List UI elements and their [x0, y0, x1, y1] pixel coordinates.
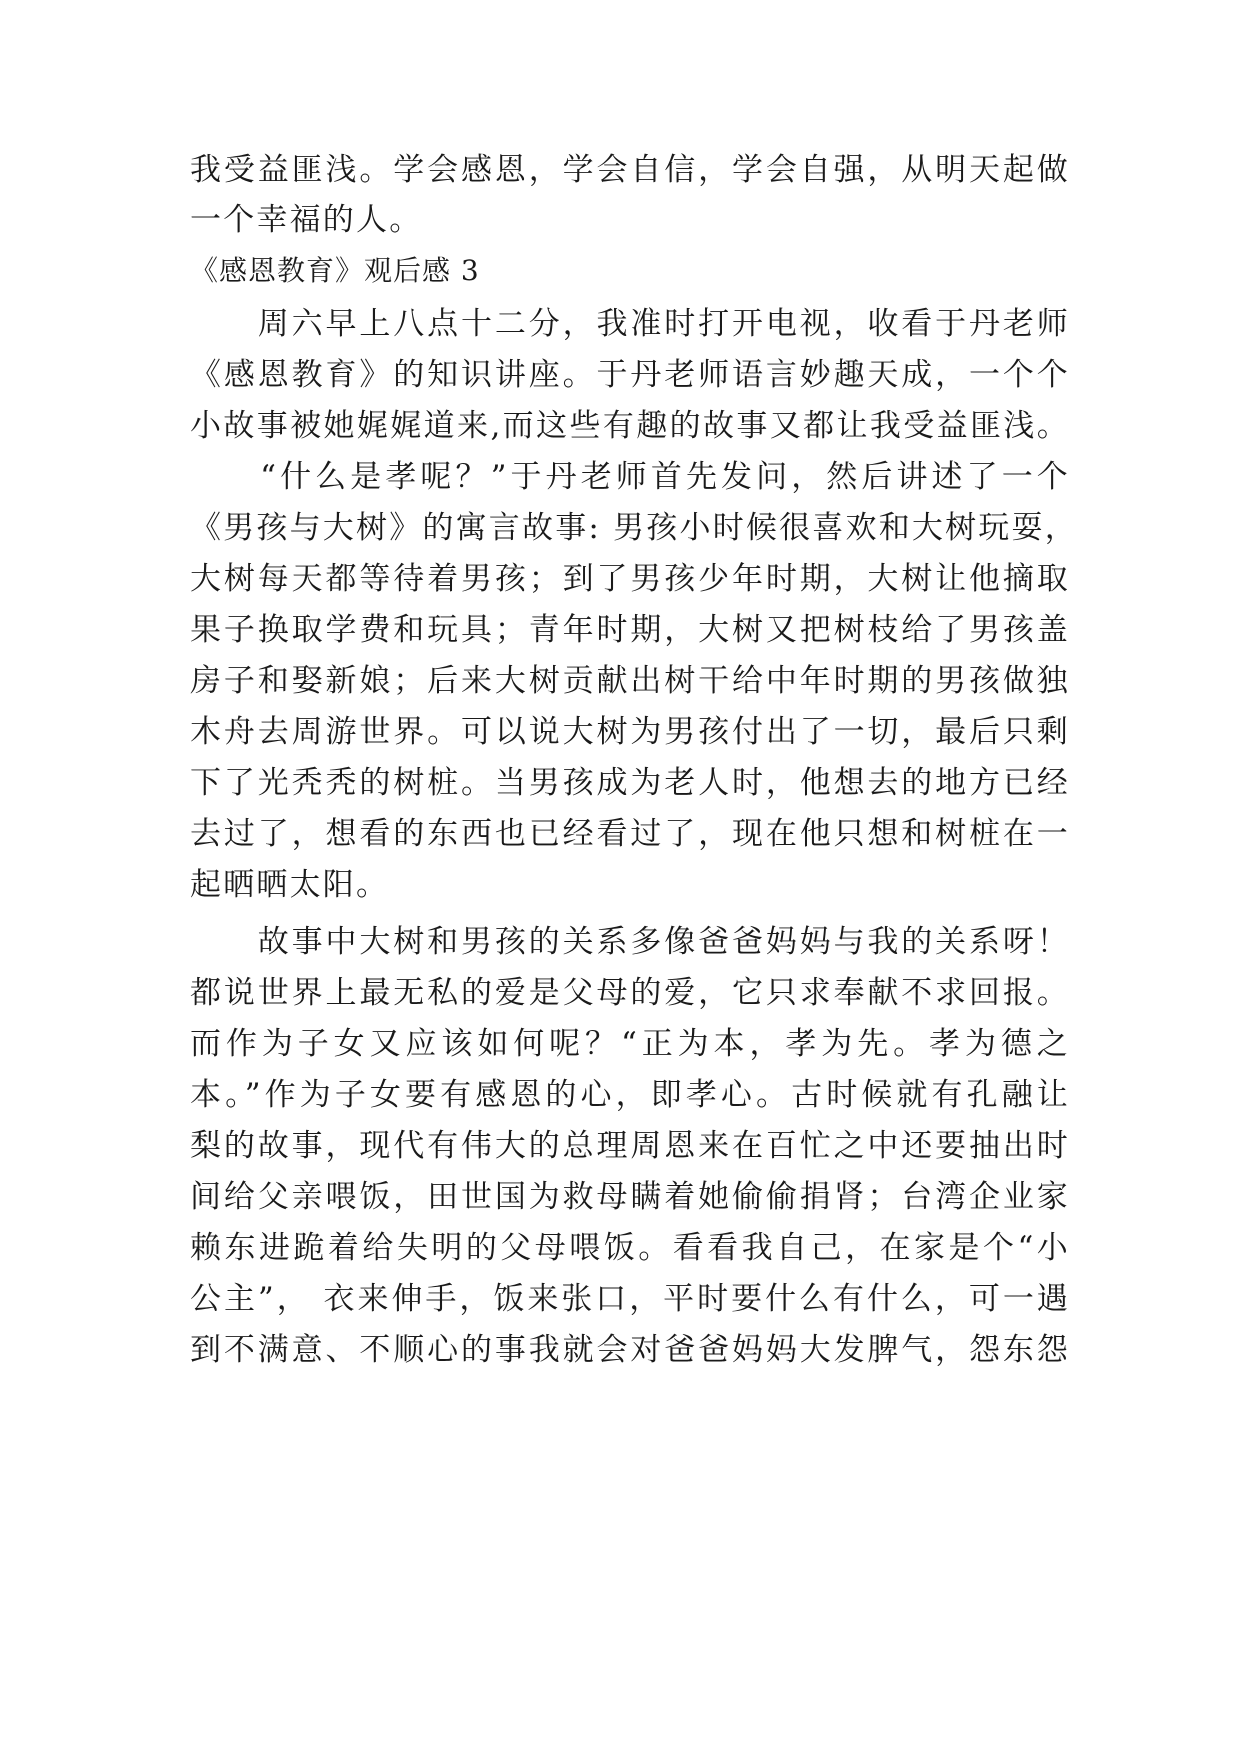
text-line: 我受益匪浅。学会感恩，学会自信，学会自强，从明天起做 [190, 152, 1070, 188]
text-line: 小故事被她娓娓道来,而这些有趣的故事又都让我受益匪浅。 [190, 408, 1070, 444]
text-line: 公主”， 衣来伸手，饭来张口，平时要什么有什么，可一遇 [190, 1281, 1070, 1317]
section-title: 《感恩教育》观后感 3 [190, 254, 480, 287]
text-line: 大树每天都等待着男孩；到了男孩少年时期，大树让他摘取 [190, 561, 1070, 597]
text-line: 一个幸福的人。 [190, 202, 423, 238]
text-line: 《感恩教育》的知识讲座。于丹老师语言妙趣天成，一个个 [190, 357, 1070, 393]
text-line: “什么是孝呢？”于丹老师首先发问，然后讲述了一个 [190, 459, 1070, 495]
text-line: 而作为子女又应该如何呢？“正为本，孝为先。孝为德之 [190, 1026, 1070, 1062]
text-line: 木舟去周游世界。可以说大树为男孩付出了一切，最后只剩 [190, 714, 1070, 750]
text-line: 本。”作为子女要有感恩的心，即孝心。古时候就有孔融让 [190, 1077, 1070, 1113]
text-line: 周六早上八点十二分，我准时打开电视，收看于丹老师 [190, 306, 1070, 342]
text-line: 房子和娶新娘；后来大树贡献出树干给中年时期的男孩做独 [190, 663, 1070, 699]
text-line: 间给父亲喂饭，田世国为救母瞒着她偷偷捐肾；台湾企业家 [190, 1179, 1070, 1215]
text-line: 故事中大树和男孩的关系多像爸爸妈妈与我的关系呀！ [190, 924, 1070, 960]
text-line: 梨的故事，现代有伟大的总理周恩来在百忙之中还要抽出时 [190, 1128, 1070, 1164]
text-line: 《男孩与大树》的寓言故事: 男孩小时候很喜欢和大树玩耍， [190, 510, 1078, 546]
text-line: 下了光秃秃的树桩。当男孩成为老人时，他想去的地方已经 [190, 765, 1070, 801]
text-line: 都说世界上最无私的爱是父母的爱，它只求奉献不求回报。 [190, 975, 1070, 1011]
text-line: 去过了，想看的东西也已经看过了，现在他只想和树桩在一 [190, 816, 1070, 852]
text-line: 赖东进跪着给失明的父母喂饭。看看我自己，在家是个“小 [190, 1230, 1070, 1266]
text-line: 果子换取学费和玩具；青年时期，大树又把树枝给了男孩盖 [190, 612, 1070, 648]
text-line: 到不满意、不顺心的事我就会对爸爸妈妈大发脾气，怨东怨 [190, 1332, 1070, 1368]
text-line: 起晒晒太阳。 [190, 867, 390, 903]
